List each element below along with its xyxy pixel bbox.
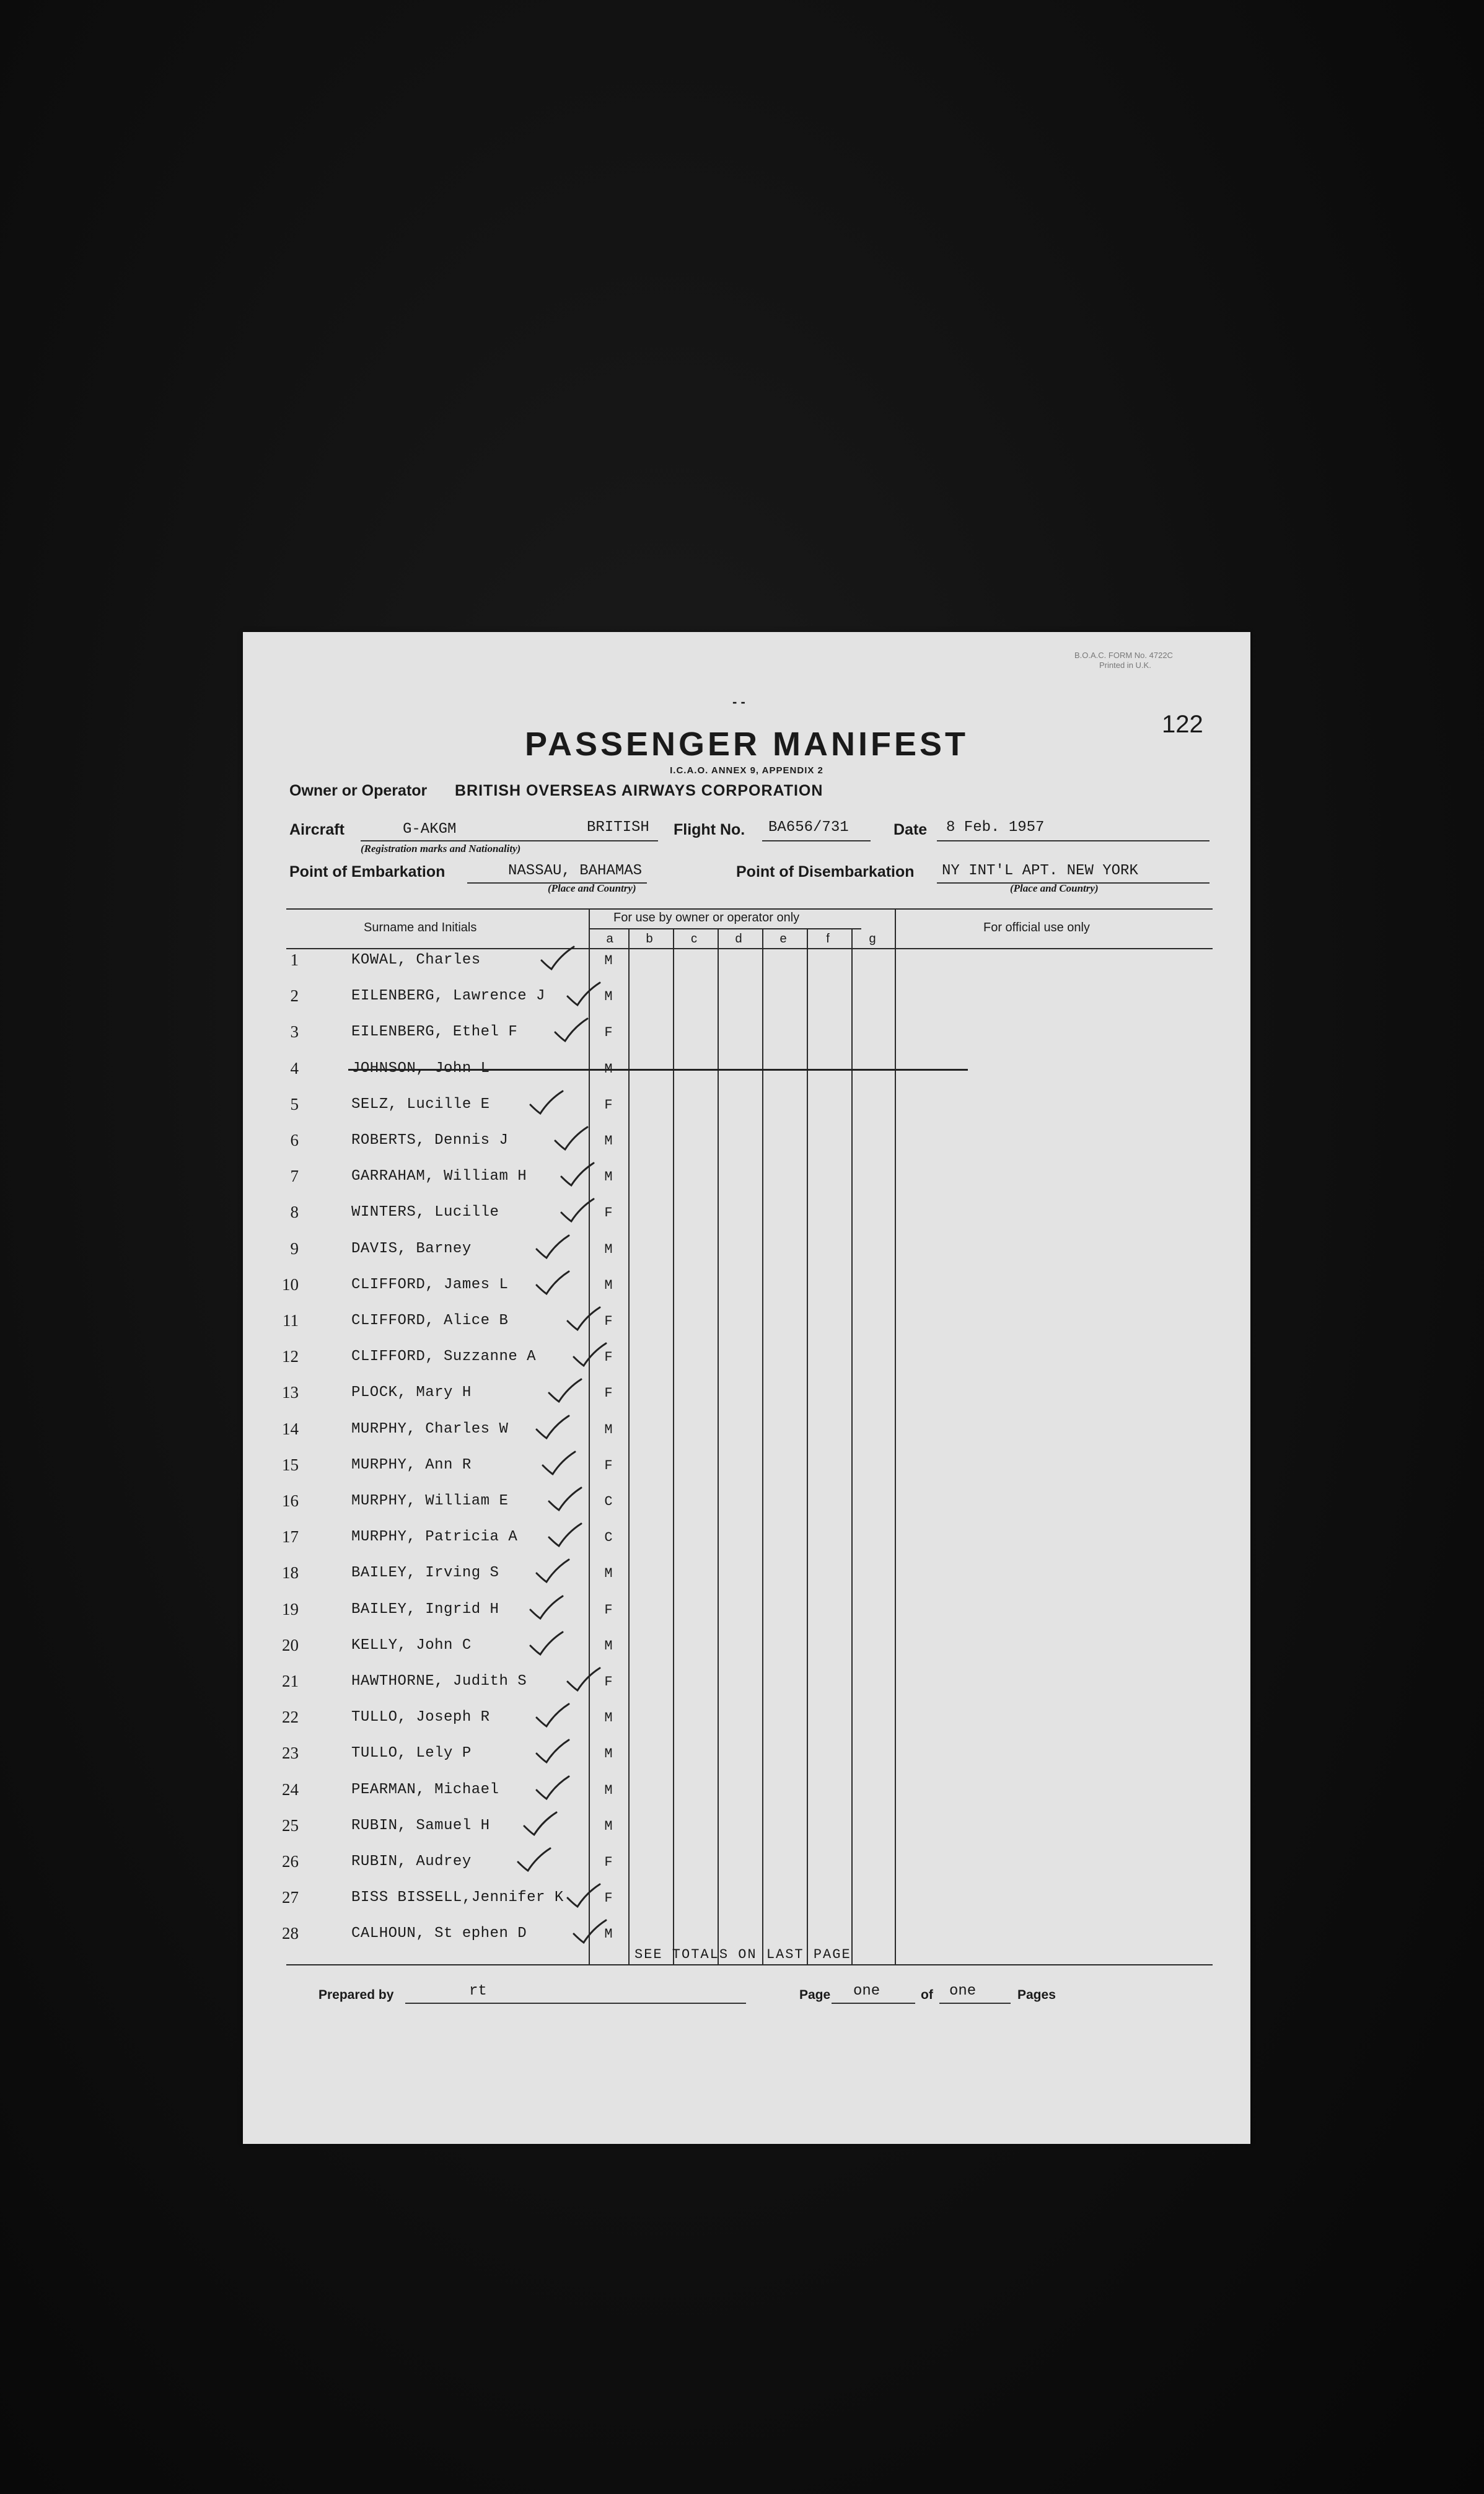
- passenger-sex: F: [604, 1314, 613, 1329]
- aircraft-label: Aircraft: [289, 821, 345, 838]
- page-label: Page: [799, 1988, 831, 2002]
- passenger-name: KELLY, John C: [351, 1636, 472, 1654]
- disembark-label: Point of Disembarkation: [736, 863, 915, 880]
- aircraft-caption: (Registration marks and Nationality): [361, 843, 521, 854]
- page-number: 122: [1162, 711, 1203, 738]
- passenger-name: DAVIS, Barney: [351, 1240, 472, 1257]
- passenger-sex: F: [604, 1855, 613, 1870]
- col-divider-g: [851, 928, 853, 1964]
- check-mark-icon: [553, 1016, 590, 1043]
- row-number: 21: [282, 1672, 299, 1690]
- passenger-name: MURPHY, Patricia A: [351, 1529, 518, 1546]
- passenger-name: HAWTHORNE, Judith S: [351, 1673, 527, 1690]
- subcolumn-c: c: [691, 932, 697, 946]
- passenger-sex: M: [604, 1638, 613, 1654]
- passenger-name: MURPHY, William E: [351, 1493, 509, 1509]
- passenger-sex: M: [604, 953, 613, 968]
- row-number: 5: [290, 1094, 299, 1113]
- passenger-name: CLIFFORD, James L: [351, 1276, 509, 1293]
- passenger-sex: M: [604, 989, 613, 1005]
- row-number: 9: [290, 1239, 299, 1258]
- nationality-value: BRITISH: [587, 819, 649, 836]
- col-divider-c: [673, 928, 674, 1964]
- embark-caption: (Place and Country): [548, 882, 636, 894]
- row-number: 24: [282, 1780, 299, 1799]
- form-number: B.O.A.C. FORM No. 4722C: [1074, 651, 1173, 660]
- passenger-name: JOHNSON, John L: [351, 1060, 490, 1077]
- embark-value: NASSAU, BAHAMAS: [508, 863, 643, 879]
- subheader-border: [589, 928, 861, 929]
- passenger-name: CALHOUN, St ephen D: [351, 1925, 527, 1943]
- subcolumn-f: f: [826, 932, 830, 946]
- passenger-name: KOWAL, Charles: [351, 952, 481, 968]
- check-mark-icon: [559, 1161, 596, 1188]
- passenger-sex: M: [604, 1133, 613, 1149]
- row-number: 23: [282, 1744, 299, 1763]
- passenger-name: SELZ, Lucille E: [351, 1096, 490, 1113]
- prepared-value: rt: [469, 1983, 487, 2000]
- subcolumn-e: e: [779, 932, 787, 946]
- passenger-sex: M: [604, 1061, 613, 1077]
- check-mark-icon: [547, 1377, 584, 1404]
- col-operator-header: For use by owner or operator only: [613, 911, 800, 924]
- check-mark-icon: [553, 1125, 590, 1152]
- pages-label: Pages: [1017, 1988, 1056, 2002]
- passenger-name: RUBIN, Samuel H: [351, 1817, 490, 1834]
- row-number: 1: [290, 951, 299, 969]
- subcolumn-a: a: [606, 932, 613, 946]
- row-number: 19: [282, 1599, 299, 1618]
- disembark-caption: (Place and Country): [1010, 882, 1099, 894]
- row-number: 3: [290, 1022, 299, 1042]
- check-mark-icon: [534, 1737, 571, 1765]
- check-mark-icon: [540, 1449, 577, 1477]
- manifest-page: [243, 632, 1250, 2144]
- table-header-border: [286, 948, 1213, 949]
- passenger-name: PEARMAN, Michael: [351, 1781, 499, 1798]
- col-names-header: Surname and Initials: [364, 921, 477, 934]
- passenger-name: BAILEY, Ingrid H: [351, 1600, 499, 1618]
- aircraft-value: G-AKGM: [403, 821, 457, 838]
- check-mark-icon: [534, 1701, 571, 1729]
- row-number: 28: [282, 1924, 299, 1943]
- table-top-border: [286, 908, 1213, 910]
- row-number: 16: [282, 1491, 299, 1510]
- table-bottom-border: [286, 1964, 1213, 1965]
- row-number: 6: [290, 1131, 299, 1149]
- row-number: 27: [282, 1888, 299, 1907]
- page-value: one: [853, 1983, 880, 2000]
- strike-through-line: [348, 1069, 968, 1071]
- row-number: 13: [282, 1383, 299, 1402]
- row-number: 2: [290, 986, 299, 1006]
- row-number: 4: [290, 1058, 299, 1078]
- disembark-value: NY INT'L APT. NEW YORK: [942, 863, 1138, 879]
- passenger-sex: M: [604, 1241, 613, 1257]
- date-value: 8 Feb. 1957: [946, 819, 1045, 836]
- check-mark-icon: [534, 1233, 571, 1260]
- row-number: 20: [282, 1635, 299, 1654]
- check-mark-icon: [516, 1846, 553, 1873]
- row-number: 15: [282, 1455, 299, 1474]
- check-mark-icon: [528, 1630, 565, 1657]
- row-number: 18: [282, 1563, 299, 1583]
- passenger-sex: M: [604, 1926, 613, 1943]
- row-number: 22: [282, 1708, 299, 1727]
- col-divider-e: [762, 928, 763, 1964]
- row-number: 12: [282, 1347, 299, 1366]
- passenger-sex: M: [604, 1566, 613, 1582]
- col-divider-official: [895, 908, 896, 1964]
- passenger-sex: C: [604, 1530, 613, 1546]
- passenger-name: PLOCK, Mary H: [351, 1384, 472, 1402]
- manifest-title: PASSENGER MANIFEST: [524, 726, 969, 763]
- passenger-name: BAILEY, Irving S: [351, 1565, 499, 1582]
- flight-value: BA656/731: [768, 819, 849, 836]
- row-number: 14: [282, 1419, 299, 1438]
- passenger-name: ROBERTS, Dennis J: [351, 1132, 509, 1149]
- prepared-underline: [405, 1984, 746, 2004]
- passenger-sex: F: [604, 1205, 613, 1221]
- passenger-name: MURPHY, Ann R: [351, 1456, 472, 1473]
- passenger-sex: F: [604, 1025, 613, 1041]
- check-mark-icon: [534, 1269, 571, 1296]
- row-number: 7: [290, 1167, 299, 1186]
- passenger-sex: M: [604, 1421, 613, 1438]
- check-mark-icon: [559, 1197, 596, 1224]
- row-number: 10: [282, 1275, 299, 1294]
- subcolumn-b: b: [646, 932, 653, 946]
- check-mark-icon: [528, 1594, 565, 1621]
- subcolumn-d: d: [735, 932, 742, 946]
- check-mark-icon: [522, 1810, 559, 1837]
- row-number: 17: [282, 1527, 299, 1547]
- check-mark-icon: [565, 1666, 602, 1693]
- check-mark-icon: [565, 1882, 602, 1909]
- row-number: 26: [282, 1852, 299, 1871]
- passenger-sex: F: [604, 1457, 613, 1473]
- passenger-name: EILENBERG, Lawrence J: [351, 988, 545, 1005]
- check-mark-icon: [547, 1485, 584, 1513]
- row-number: 11: [283, 1311, 299, 1330]
- check-mark-icon: [534, 1413, 571, 1441]
- check-mark-icon: [571, 1918, 608, 1945]
- totals-note: SEE TOTALS ON LAST PAGE: [634, 1947, 851, 1962]
- check-mark-icon: [547, 1521, 584, 1548]
- row-number: 25: [282, 1816, 299, 1835]
- passenger-name: MURPHY, Charles W: [351, 1420, 509, 1438]
- prepared-label: Prepared by: [318, 1988, 394, 2002]
- passenger-sex: M: [604, 1746, 613, 1762]
- check-mark-icon: [565, 1305, 602, 1332]
- passenger-sex: M: [604, 1818, 613, 1834]
- row-number: 8: [290, 1203, 299, 1222]
- of-label: of: [921, 1988, 933, 2002]
- col-divider-f: [807, 928, 808, 1964]
- passenger-name: RUBIN, Audrey: [351, 1853, 472, 1870]
- check-mark-icon: [571, 1341, 608, 1368]
- check-mark-icon: [534, 1557, 571, 1584]
- check-mark-icon: [565, 980, 602, 1008]
- passenger-name: GARRAHAM, William H: [351, 1168, 527, 1185]
- passenger-sex: M: [604, 1710, 613, 1726]
- printed-in: Printed in U.K.: [1099, 661, 1151, 670]
- check-mark-icon: [534, 1774, 571, 1801]
- passenger-sex: M: [604, 1277, 613, 1293]
- check-mark-icon: [539, 944, 576, 972]
- col-divider-b: [628, 928, 630, 1964]
- embark-label: Point of Embarkation: [289, 863, 446, 880]
- passenger-name: TULLO, Joseph R: [351, 1709, 490, 1726]
- passenger-sex: F: [604, 1097, 613, 1113]
- col-divider-d: [718, 928, 719, 1964]
- owner-value: BRITISH OVERSEAS AIRWAYS CORPORATION: [455, 782, 823, 799]
- passenger-name: WINTERS, Lucille: [351, 1204, 499, 1221]
- passenger-sex: C: [604, 1494, 613, 1509]
- date-label: Date: [893, 821, 928, 838]
- passenger-name: CLIFFORD, Suzzanne A: [351, 1348, 537, 1366]
- dash-marks: - -: [732, 694, 745, 709]
- flight-label: Flight No.: [674, 821, 745, 838]
- check-mark-icon: [528, 1089, 565, 1116]
- owner-label: Owner or Operator: [289, 782, 428, 799]
- col-official-header: For official use only: [983, 921, 1090, 934]
- subcolumn-g: g: [869, 932, 876, 946]
- passenger-name: EILENBERG, Ethel F: [351, 1024, 518, 1041]
- passenger-sex: M: [604, 1169, 613, 1185]
- passenger-name: TULLO, Lely P: [351, 1745, 472, 1762]
- passenger-name: CLIFFORD, Alice B: [351, 1312, 509, 1329]
- manifest-subtitle: I.C.A.O. ANNEX 9, APPENDIX 2: [670, 765, 823, 776]
- passenger-sex: F: [604, 1674, 613, 1690]
- passenger-sex: M: [604, 1782, 613, 1798]
- of-value: one: [949, 1983, 977, 2000]
- passenger-sex: F: [604, 1385, 613, 1402]
- passenger-name: BISS BISSELL,Jennifer K: [351, 1889, 564, 1907]
- passenger-sex: F: [604, 1602, 613, 1618]
- passenger-sex: F: [604, 1350, 613, 1366]
- passenger-sex: F: [604, 1890, 613, 1907]
